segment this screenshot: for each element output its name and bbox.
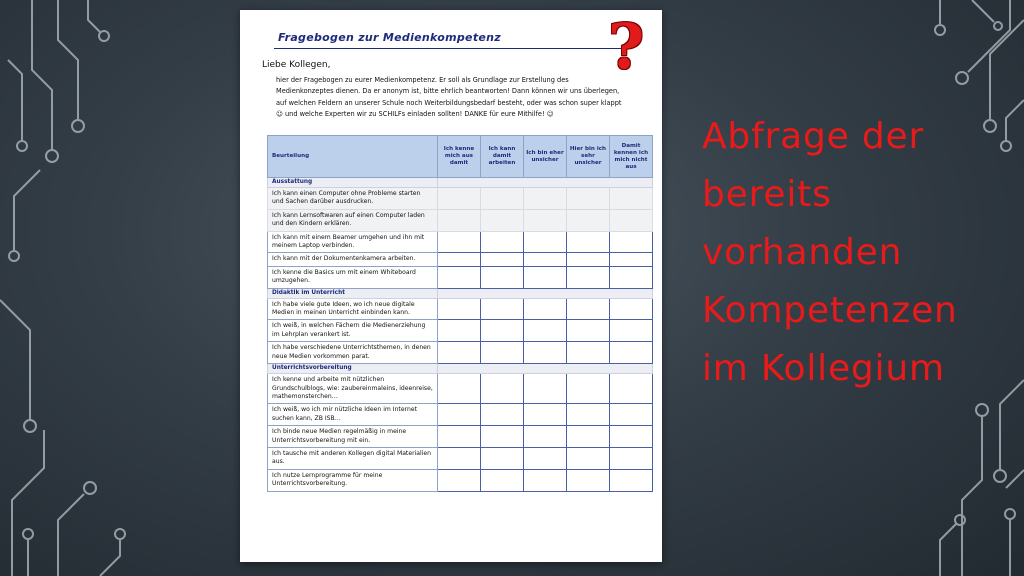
question-cell: Ich binde neue Medien regelmäßig in meine Unterrichtsvorbereitung mit ein. (268, 426, 438, 448)
answer-box[interactable] (437, 469, 480, 491)
question-cell: Ich weiß, in welchen Fächern die Medienerziehung im Lehrplan verankert ist. (268, 320, 438, 342)
table-row (268, 404, 653, 426)
answer-box[interactable] (566, 209, 609, 231)
question-cell: Ich habe viele gute Ideen, wo ich neue digitale Medien in meinen Unterricht einbinden kann. (268, 298, 438, 320)
answer-box[interactable] (523, 253, 566, 266)
answer-box[interactable] (566, 188, 609, 210)
answer-box[interactable] (437, 231, 480, 253)
answer-box[interactable] (523, 320, 566, 342)
answer-box[interactable] (566, 447, 609, 469)
answer-box[interactable] (566, 298, 609, 320)
section-row (268, 178, 653, 188)
table-row (268, 253, 653, 266)
answer-box[interactable] (523, 266, 566, 288)
questionnaire-document (240, 10, 662, 562)
question-mark-icon: ? (608, 10, 645, 83)
answer-box[interactable] (480, 426, 523, 448)
answer-box[interactable] (437, 320, 480, 342)
answer-box[interactable] (566, 374, 609, 404)
heading-line: im Kollegium (702, 348, 945, 389)
table-row (268, 188, 653, 210)
answer-box[interactable] (437, 188, 480, 210)
answer-box[interactable] (609, 253, 652, 266)
document-title: Fragebogen zur Medienkompetenz (278, 31, 501, 44)
answer-box[interactable] (480, 209, 523, 231)
heading-line: bereits (702, 174, 832, 215)
answer-box[interactable] (566, 426, 609, 448)
question-cell: Ich nutze Lernprogramme für meine Unterrichtsvorbereitung. (268, 469, 438, 491)
heading-line: Kompetenzen (702, 290, 958, 331)
question-cell: Ich kenne die Basics um mit einem Whiteboard umzugehen. (268, 266, 438, 288)
answer-box[interactable] (480, 298, 523, 320)
answer-box[interactable] (523, 426, 566, 448)
section-filler (437, 178, 652, 188)
table-header-row (268, 136, 653, 178)
header-cell: Damit kennen ich mich nicht aus (609, 136, 652, 178)
section-filler (437, 364, 652, 374)
question-cell: Ich kann Lernsoftwaren auf einen Computer laden und den Kindern erklären. (268, 209, 438, 231)
table-row (268, 447, 653, 469)
answer-box[interactable] (437, 404, 480, 426)
answer-box[interactable] (609, 374, 652, 404)
header-cell: Ich kenne mich aus damit (437, 136, 480, 178)
answer-box[interactable] (437, 253, 480, 266)
question-cell: Ich kann mit einem Beamer umgehen und ihn mit meinem Laptop verbinden. (268, 231, 438, 253)
section-filler (437, 288, 652, 298)
question-cell: Ich kenne und arbeite mit nützlichen Grundschulblogs, wie: zaubereinmaleins, ideenreise, mathemonsterchen… (268, 374, 438, 404)
table-row (268, 266, 653, 288)
section-row (268, 364, 653, 374)
answer-box[interactable] (480, 469, 523, 491)
answer-box[interactable] (480, 447, 523, 469)
answer-box[interactable] (609, 231, 652, 253)
answer-box[interactable] (609, 209, 652, 231)
answer-box[interactable] (480, 404, 523, 426)
answer-box[interactable] (566, 342, 609, 364)
answer-box[interactable] (523, 298, 566, 320)
answer-box[interactable] (437, 342, 480, 364)
section-title: Ausstattung (268, 178, 438, 188)
answer-box[interactable] (437, 209, 480, 231)
answer-box[interactable] (437, 447, 480, 469)
answer-box[interactable] (480, 253, 523, 266)
answer-box[interactable] (523, 342, 566, 364)
answer-box[interactable] (566, 231, 609, 253)
answer-box[interactable] (566, 404, 609, 426)
table-row (268, 469, 653, 491)
answer-box[interactable] (609, 342, 652, 364)
header-cell: Ich bin eher unsicher (523, 136, 566, 178)
heading-line: Abfrage der (702, 116, 925, 157)
answer-box[interactable] (609, 426, 652, 448)
answer-box[interactable] (480, 231, 523, 253)
question-cell: Ich tausche mit anderen Kollegen digital Materialien aus. (268, 447, 438, 469)
answer-box[interactable] (480, 342, 523, 364)
answer-box[interactable] (437, 298, 480, 320)
section-row (268, 288, 653, 298)
answer-box[interactable] (609, 469, 652, 491)
heading-line: vorhanden (702, 232, 903, 273)
header-cell: Hier bin ich sehr unsicher (566, 136, 609, 178)
answer-box[interactable] (566, 469, 609, 491)
table-row (268, 426, 653, 448)
answer-box[interactable] (523, 209, 566, 231)
section-title: Unterrichtsvorbereitung (268, 364, 438, 374)
answer-box[interactable] (609, 320, 652, 342)
table-row (268, 231, 653, 253)
answer-box[interactable] (437, 374, 480, 404)
intro-text: hier der Fragebogen zu eurer Medienkompetenz. Er soll als Grundlage zur Erstellung des Medienkonzeptes dienen. Da er anonym ist, bitte ehrlich beantworten! Dann können wir uns überlegen, auf welchen Feldern an unserer Schule noch Weiterbildungsbedarf besteht, oder was schon super klappt ☺ und welche Experten wir zu SCHILFs einladen sollten! DANKE für eure Mithilfe! ☺ (276, 76, 622, 119)
answer-box[interactable] (523, 447, 566, 469)
answer-box[interactable] (609, 447, 652, 469)
answer-box[interactable] (437, 426, 480, 448)
answer-box[interactable] (480, 188, 523, 210)
question-cell: Ich weiß, wo ich mir nützliche Ideen im Internet suchen kann, ZB ISB… (268, 404, 438, 426)
answer-box[interactable] (566, 253, 609, 266)
answer-box[interactable] (609, 266, 652, 288)
answer-box[interactable] (523, 231, 566, 253)
question-cell: Ich habe verschiedene Unterrichtsthemen, in denen neue Medien vorkommen parat. (268, 342, 438, 364)
answer-box[interactable] (523, 404, 566, 426)
answer-box[interactable] (609, 298, 652, 320)
answer-box[interactable] (566, 266, 609, 288)
table-row (268, 374, 653, 404)
answer-box[interactable] (609, 188, 652, 210)
table-row (268, 342, 653, 364)
answer-box[interactable] (480, 320, 523, 342)
greeting: Liebe Kollegen, (262, 60, 331, 70)
table-row (268, 209, 653, 231)
answer-box[interactable] (480, 266, 523, 288)
answer-box[interactable] (480, 374, 523, 404)
question-cell: Ich kann mit der Dokumentenkamera arbeiten. (268, 253, 438, 266)
answer-box[interactable] (523, 188, 566, 210)
questionnaire-table (267, 135, 653, 492)
question-cell: Ich kann einen Computer ohne Probleme starten und Sachen darüber ausdrucken. (268, 188, 438, 210)
header-cell: Beurteilung (268, 136, 438, 178)
table-body (268, 178, 653, 492)
table-row (268, 320, 653, 342)
table-row (268, 298, 653, 320)
title-underline (274, 48, 632, 49)
answer-box[interactable] (437, 266, 480, 288)
answer-box[interactable] (523, 469, 566, 491)
answer-box[interactable] (523, 374, 566, 404)
slide-heading (702, 108, 1002, 398)
answer-box[interactable] (609, 404, 652, 426)
header-cell: Ich kann damit arbeiten (480, 136, 523, 178)
answer-box[interactable] (566, 320, 609, 342)
section-title: Didaktik im Unterricht (268, 288, 438, 298)
